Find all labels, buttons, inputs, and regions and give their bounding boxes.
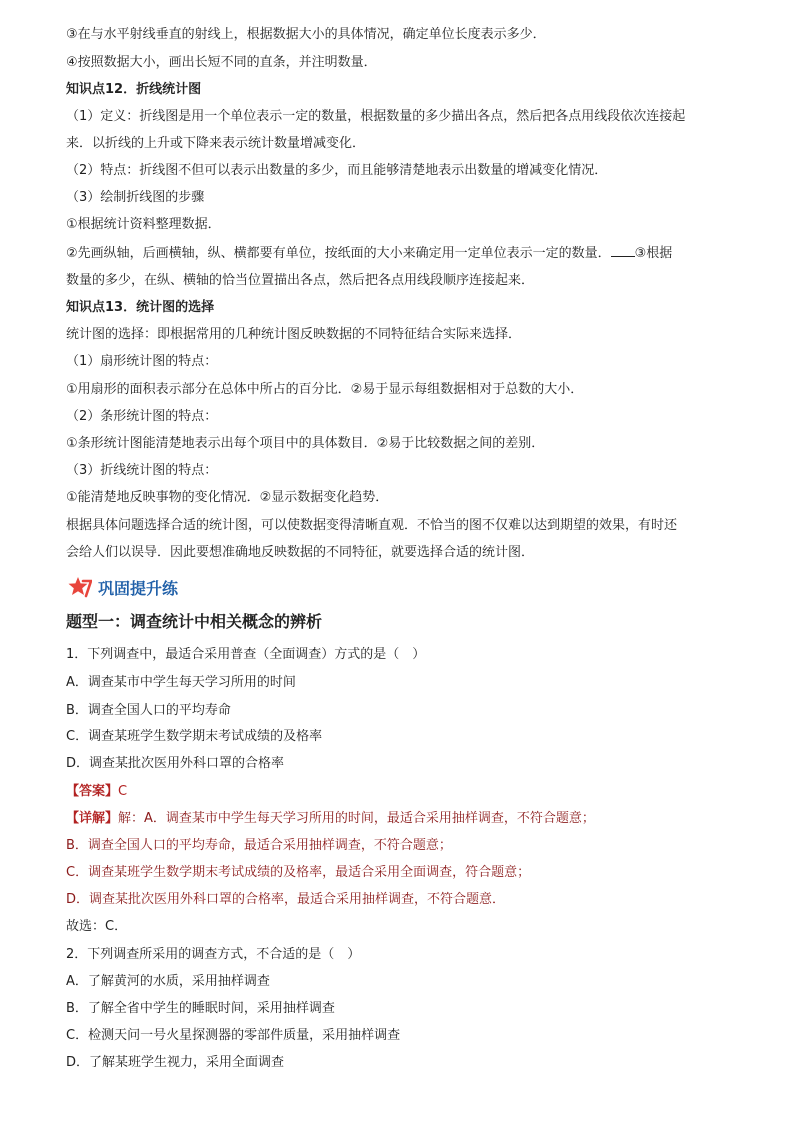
section-header	[68, 575, 178, 599]
text-line: 会给人们以误导．因此要想准确地反映数据的不同特征，就要选择合适的统计图．	[66, 545, 535, 560]
text-segment: ③根据	[634, 246, 673, 261]
question-2-option-c: C．检测天问一号火星探测器的零部件质量，采用抽样调查	[66, 1028, 401, 1043]
text-line: 来．以折线的上升或下降来表示统计数量增减变化．	[66, 136, 366, 151]
text-line: ④按照数据大小，画出长短不同的直条，并注明数量．	[66, 55, 377, 70]
question-1-stem: 1．下列调查中，最适合采用普查（全面调查）方式的是（ ）	[66, 647, 426, 662]
blank-underline	[611, 244, 635, 257]
text-line: （3）绘制折线图的步骤	[66, 190, 205, 205]
knowledge-point-12-heading: 知识点12．折线统计图	[66, 82, 202, 97]
text-line: ①条形统计图能清楚地表示出每个项目中的具体数目．②易于比较数据之间的差别．	[66, 436, 545, 451]
text-line: 根据具体问题选择合适的统计图，可以使数据变得清晰直观．不恰当的图不仅难以达到期望的效果，有时还	[66, 518, 678, 533]
text-line: （1）扇形统计图的特点：	[66, 354, 218, 369]
detail-line: C．调查某班学生数学期末考试成绩的及格率，最适合采用全面调查，符合题意；	[66, 865, 531, 880]
text-line: 数量的多少，在纵、横轴的恰当位置描出各点，然后把各点用线段顺序连接起来．	[66, 273, 535, 288]
question-2-option-a: A．了解黄河的水质，采用抽样调查	[66, 974, 270, 989]
choice-line: 故选：C．	[66, 919, 128, 934]
answer-value: C	[118, 784, 128, 799]
question-1-option-a: A．调查某市中学生每天学习所用的时间	[66, 675, 296, 690]
text-line: （3）折线统计图的特点：	[66, 463, 218, 478]
detail-line	[66, 809, 736, 829]
text-line: ①用扇形的面积表示部分在总体中所占的百分比．②易于显示每组数据相对于总数的大小．	[66, 382, 584, 397]
answer-line	[66, 782, 736, 802]
detail-line: D．调查某批次医用外科口罩的合格率，最适合采用抽样调查，不符合题意．	[66, 892, 506, 907]
question-2-option-b: B．了解全省中学生的睡眠时间，采用抽样调查	[66, 1001, 335, 1016]
answer-label: 【答案】	[66, 784, 119, 799]
section-title: 巩固提升练	[98, 578, 179, 598]
knowledge-point-13-heading: 知识点13．统计图的选择	[66, 300, 215, 315]
text-line: 统计图的选择：即根据常用的几种统计图反映数据的不同特征结合实际来选择．	[66, 327, 522, 342]
question-1-option-b: B．调查全国人口的平均寿命	[66, 703, 231, 718]
star-icon	[68, 576, 92, 598]
detail-text: 解：A．调查某市中学生每天学习所用的时间，最适合采用抽样调查，不符合题意；	[118, 811, 595, 826]
text-line: ①能清楚地反映事物的变化情况．②显示数据变化趋势．	[66, 490, 389, 505]
text-segment: ②先画纵轴，后画横轴，纵、横都要有单位，按纸面的大小来确定用一定单位表示一定的数量．	[66, 246, 611, 261]
question-1-option-c: C．调查某班学生数学期末考试成绩的及格率	[66, 729, 323, 744]
text-line	[66, 244, 736, 264]
question-2-option-d: D．了解某班学生视力，采用全面调查	[66, 1055, 285, 1070]
text-line: （1）定义：折线图是用一个单位表示一定的数量，根据数量的多少描出各点，然后把各点用线段依次连接起	[66, 109, 686, 124]
question-type-heading: 题型一：调查统计中相关概念的辨析	[66, 612, 323, 631]
question-2-stem: 2．下列调查所采用的调查方式，不合适的是（ ）	[66, 947, 361, 962]
text-line: （2）条形统计图的特点：	[66, 409, 218, 424]
detail-label: 【详解】	[66, 811, 119, 826]
text-line: （2）特点：折线图不但可以表示出数量的多少，而且能够清楚地表示出数量的增减变化情况．	[66, 163, 608, 178]
detail-line: B．调查全国人口的平均寿命，最适合采用抽样调查，不符合题意；	[66, 838, 452, 853]
text-line: ①根据统计资料整理数据．	[66, 217, 221, 232]
text-line: ③在与水平射线垂直的射线上，根据数据大小的具体情况，确定单位长度表示多少．	[66, 27, 546, 42]
question-1-option-d: D．调查某批次医用外科口罩的合格率	[66, 756, 285, 771]
